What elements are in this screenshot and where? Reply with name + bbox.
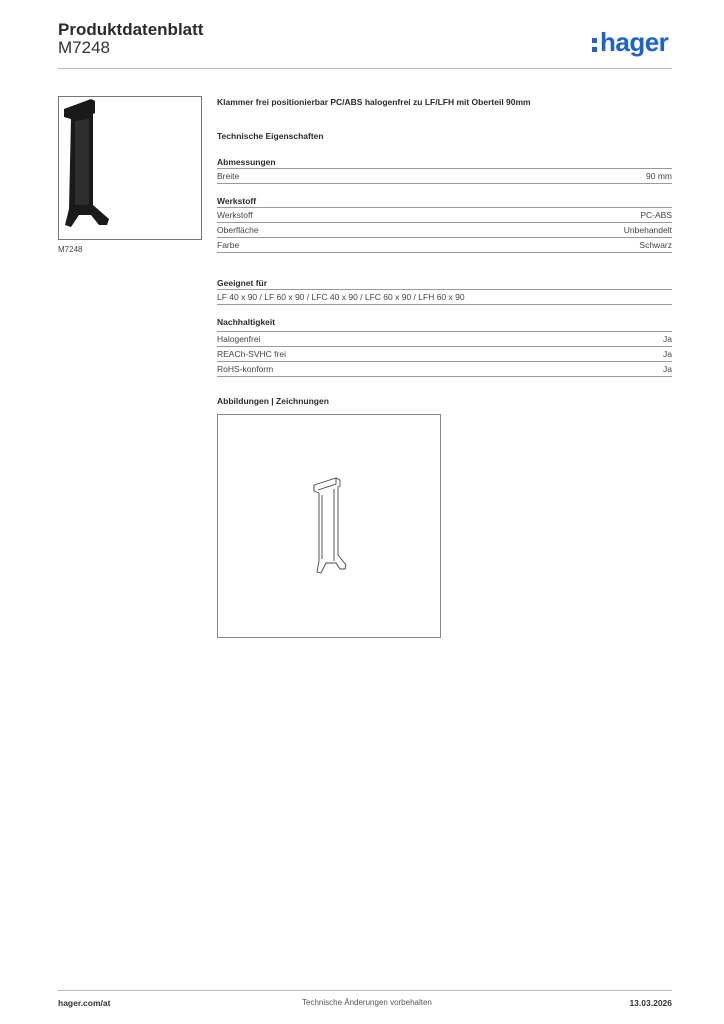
row-value: Ja — [663, 349, 672, 359]
table-row — [217, 289, 672, 305]
table-row — [217, 361, 672, 377]
section-heading-abbildungen: Abbildungen | Zeichnungen — [217, 396, 329, 406]
clip-photo-icon — [59, 97, 201, 239]
table-row — [217, 168, 672, 184]
row-value: Ja — [663, 334, 672, 344]
logo-dots-icon — [592, 34, 599, 54]
row-value: Unbehandelt — [623, 225, 672, 235]
footer-divider — [58, 990, 672, 991]
table-row — [217, 237, 672, 253]
page-title: Produktdatenblatt — [58, 20, 204, 39]
product-photo — [58, 96, 202, 240]
row-value: PC-ABS — [640, 210, 672, 220]
footer-website: hager.com/at — [58, 998, 111, 1008]
tech-properties-heading: Technische Eigenschaften — [217, 131, 324, 141]
table-row — [217, 207, 672, 222]
photo-caption: M7248 — [58, 245, 83, 254]
row-label: Halogenfrei — [217, 334, 261, 344]
section-heading-abmessungen: Abmessungen — [217, 157, 276, 167]
technical-drawing — [217, 414, 441, 638]
row-label: Breite — [217, 171, 240, 181]
row-label: Farbe — [217, 240, 240, 250]
article-number: M7248 — [58, 38, 110, 57]
row-label: RoHS-konform — [217, 364, 274, 374]
section-heading-werkstoff: Werkstoff — [217, 196, 257, 206]
section-heading-nachhaltigkeit: Nachhaltigkeit — [217, 317, 276, 327]
row-label: Oberfläche — [217, 225, 259, 235]
row-label: REACh-SVHC frei — [217, 349, 286, 359]
row-value: Ja — [663, 364, 672, 374]
clip-drawing-icon — [218, 415, 440, 637]
section-heading-geeignet: Geeignet für — [217, 278, 268, 288]
row-label: Werkstoff — [217, 210, 253, 220]
table-row — [217, 331, 672, 346]
table-row — [217, 346, 672, 361]
footer-note: Technische Änderungen vorbehalten — [302, 998, 432, 1007]
table-row — [217, 222, 672, 237]
row-value: Schwarz — [639, 240, 672, 250]
logo-text: hager — [600, 27, 669, 57]
footer-date: 13.03.2026 — [629, 998, 672, 1008]
header-divider — [58, 68, 672, 69]
product-description: Klammer frei positionierbar PC/ABS halogenfrei zu LF/LFH mit Oberteil 90mm — [217, 97, 531, 107]
row-label: LF 40 x 90 / LF 60 x 90 / LFC 40 x 90 / LFC 60 x 90 / LFH 60 x 90 — [217, 292, 465, 302]
row-value: 90 mm — [646, 171, 672, 181]
hager-logo — [592, 27, 668, 57]
